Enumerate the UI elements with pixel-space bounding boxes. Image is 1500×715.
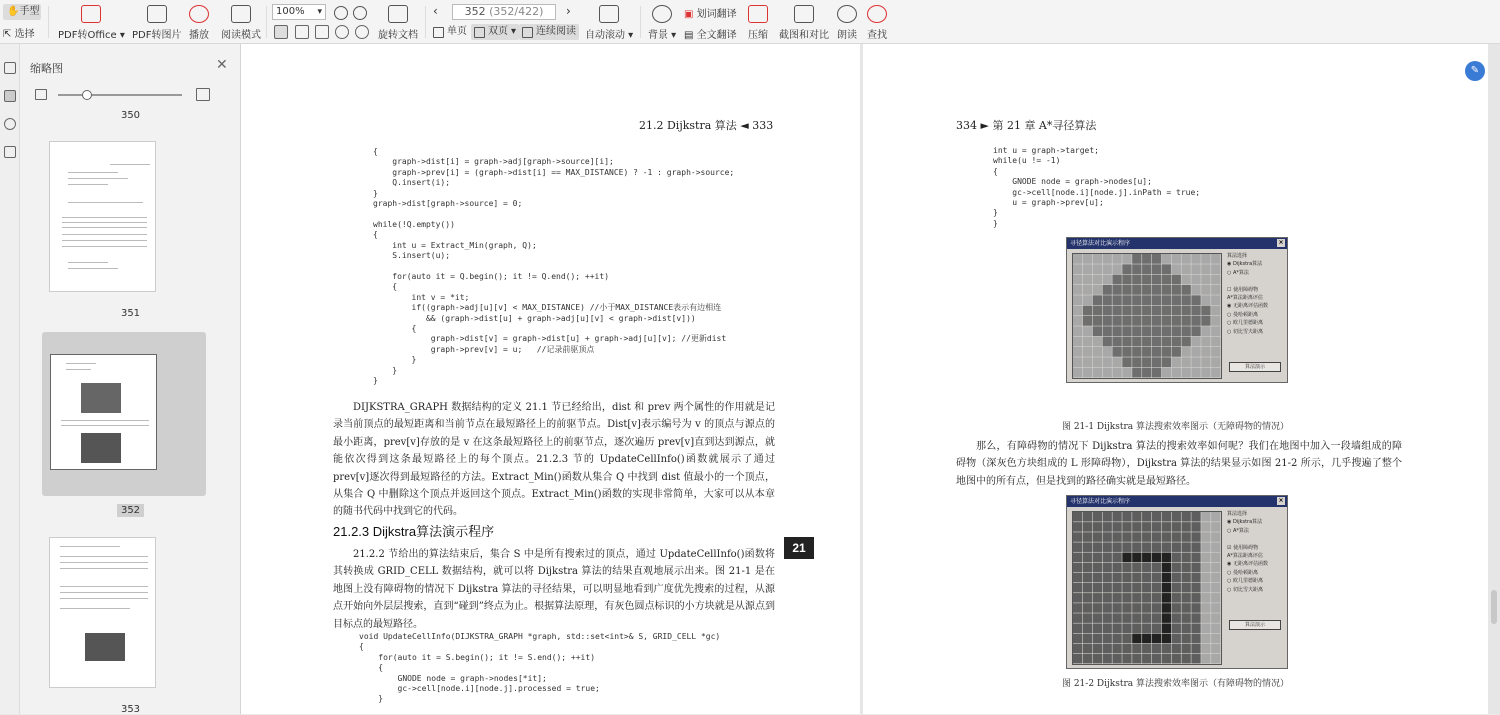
- single-page-button[interactable]: 单页: [430, 24, 470, 40]
- slider-knob[interactable]: [82, 90, 92, 100]
- toolbar-divider: [266, 6, 267, 38]
- rotate-doc-button[interactable]: 旋转文档: [378, 0, 418, 41]
- select-tool-button[interactable]: ⇱ 选择: [3, 29, 35, 40]
- window-close-icon: ×: [1278, 239, 1284, 246]
- full-translate-button[interactable]: ▤ 全文翻译: [684, 30, 737, 41]
- option-line: 算法选择: [1227, 511, 1248, 517]
- running-header: 334 ► 第 21 章 A*寻径算法: [956, 119, 1097, 132]
- background-button[interactable]: 背景 ▾: [648, 0, 676, 41]
- moon-icon: [652, 5, 672, 23]
- toolbar-divider: [48, 6, 49, 38]
- zoom-select[interactable]: 100% ▾: [272, 4, 326, 20]
- bookmark-icon[interactable]: [4, 62, 16, 74]
- body-paragraph: 那么，有障碍物的情况下 Dijkstra 算法的搜索效率如何呢？我们在地图中加入一段墙组成的障碍物（深灰色方块组成的 L 形障碍物），Dijkstra 算法的结果显示如图 21-2 所示，几乎搜遍了整个地图中的所有点，但是找到的路径确实就是最短路径。: [956, 441, 1402, 487]
- zoom-in-icon[interactable]: [353, 6, 367, 20]
- word-translate-button[interactable]: ▣ 划词翻译: [684, 9, 737, 20]
- thumbnail-panel: [20, 44, 241, 714]
- search-button[interactable]: 查找: [867, 0, 887, 41]
- cursor-icon: ⇱: [3, 29, 12, 40]
- prev-page-icon[interactable]: ‹: [433, 4, 438, 18]
- code-block: int u = graph->target; while(u != -1) { GNODE node = graph->nodes[u]; gc->cell[node.i][node.j].inPath = true; u = graph->prev[u]; } }: [993, 146, 1201, 228]
- option-line: ◉ Dijkstra算法: [1227, 519, 1263, 526]
- option-line: ○ 欧几里德距离: [1227, 320, 1263, 327]
- body-paragraph: 21.2.2 节给出的算法结束后，集合 S 中是所有搜索过的顶点，通过 UpdateCellInfo()函数将其转换成 GRID_CELL 数据结构，就可以将 Dijkstra 算法的结果直观地展示出来。图 21-1 是在地图上没有障碍物的情况下 Dijkstra 算法的寻径结果，可以明显地看到广度优先搜索的过程，从源点开始向外层层搜索，直到“碰到”终点为止。根据算法原理，有灰色圆点标识的小方块就是从源点到目标点的最短路径。: [333, 549, 775, 630]
- option-line: A*算法距离评估: [1227, 553, 1263, 560]
- side-tab-strip: [0, 44, 20, 714]
- option-line: ◉ 无距离评估函数: [1227, 303, 1268, 310]
- double-page-icon: [474, 27, 485, 38]
- option-line: ○ 曼哈顿距离: [1227, 569, 1258, 576]
- pdf-to-image-button[interactable]: PDF转图片: [132, 0, 181, 41]
- attachment-icon[interactable]: [4, 118, 16, 130]
- option-line: ◉ Dijkstra算法: [1227, 261, 1263, 268]
- option-line: ○ 切比雪夫距离: [1227, 586, 1263, 593]
- main-toolbar: [0, 0, 1500, 44]
- page-333: [241, 44, 860, 714]
- body-paragraph: DIJKSTRA_GRAPH 数据结构的定义 21.1 节已经给出，dist 和 prev 两个属性的作用就是记录当前顶点的最短距离和当前节点在最短路径上的前驱节点。Dist[v]表示编号为 v 的顶点与源点的最小距离，prev[v]存放的是 v 在这条最短路径上的前驱节点，逐次遍历 prev[v]直到达到源点，就能依次得到这条最短路径上的每个顶点。21.2.3 节的 UpdateCellInfo()函数就展示了通过 prev[v]逐次得到最短路径的方法。Extract_Min()函数从集合 Q 中找到 dist 值最小的一个顶点，从集合 Q 中删除这个顶点并返回这个顶点。Extract_Min()函数的实现非常简单，大家可以从本章的随书代码中找到它的代码。: [333, 402, 775, 518]
- play-icon: [189, 5, 209, 23]
- window-close-icon: ×: [1278, 497, 1284, 504]
- figure-21-2-screenshot: [1066, 495, 1288, 669]
- pathfinding-grid: [1072, 253, 1222, 379]
- speaker-icon: [837, 5, 857, 23]
- toolbar-divider: [640, 6, 641, 38]
- thumbnail-label: 352: [20, 505, 241, 516]
- rotate-right-icon[interactable]: [355, 25, 369, 39]
- pdf-to-office-button[interactable]: PDF转Office ▾: [58, 0, 125, 41]
- chapter-tab: 21: [784, 537, 814, 559]
- thumbnail-label: 350: [120, 110, 141, 121]
- search-icon: [867, 5, 887, 23]
- document-viewer[interactable]: [241, 44, 1500, 714]
- pathfinding-grid: [1072, 511, 1222, 665]
- layers-icon[interactable]: [4, 146, 16, 158]
- running-header: 21.2 Dijkstra 算法 ◄ 333: [639, 119, 774, 132]
- window-titlebar: 寻径算法对比演示程序 ×: [1067, 496, 1287, 507]
- continuous-read-button[interactable]: 连续阅读: [519, 24, 579, 40]
- option-line: ☐ 使用障碍物: [1227, 286, 1259, 293]
- close-icon[interactable]: ✕: [216, 57, 228, 73]
- translate-icon: ▣: [684, 9, 694, 20]
- code-block: { graph->dist[i] = graph->adj[graph->source][i]; graph->prev[i] = (graph->dist[i] == MAX_DISTANCE) ? -1 : graph->source; Q.insert(i); } graph->dist[graph->source] = 0; while(!Q.empty()) { int u = Extract_Min(graph, Q); S.insert(u); for(auto it = Q.begin(); it != Q.end(); ++it) { int v = *it; if((graph->adj[u][v] < MAX_DISTANCE) //小于MAX_DISTANCE表示有边相连 && (graph->dist[u] + graph->adj[u][v] < graph->dist[v])) { graph->dist[v] = graph->dist[u] + graph->adj[u][v]; //更新dist graph->prev[v] = u; //记录前驱顶点 } } }: [373, 147, 735, 385]
- screenshot-icon: [794, 5, 814, 23]
- image-icon: [147, 5, 167, 23]
- section-heading: 21.2.3 Dijkstra算法演示程序: [333, 524, 495, 539]
- option-line: A*算法距离评估: [1227, 295, 1263, 302]
- thumbnail-353[interactable]: [42, 530, 206, 695]
- demo-button: 算法演示: [1229, 362, 1281, 372]
- option-line: [1227, 277, 1285, 285]
- continuous-icon: [522, 27, 533, 38]
- thumbnail-page-image: [49, 537, 156, 688]
- fit-width-icon[interactable]: [295, 25, 309, 39]
- auto-scroll-icon: [599, 5, 619, 23]
- zoom-out-icon[interactable]: [334, 6, 348, 20]
- compress-button[interactable]: 压缩: [748, 0, 768, 41]
- options-panel: [1227, 252, 1285, 336]
- hand-icon: ✋: [7, 6, 20, 17]
- thumbnail-label: 351: [120, 308, 141, 319]
- scrollbar-thumb[interactable]: [1491, 590, 1497, 624]
- thumbnail-page-image: [49, 141, 156, 292]
- option-line: ○ A*算法: [1227, 527, 1249, 534]
- toolbar-divider: [425, 6, 426, 38]
- option-line: [1227, 535, 1285, 543]
- figure-caption: 图 21-2 Dijkstra 算法搜索效率图示（有障碍物的情况）: [1061, 679, 1290, 689]
- option-line: ☑ 使用障碍物: [1227, 544, 1259, 551]
- option-line: ○ 曼哈顿距离: [1227, 311, 1258, 318]
- thumbnail-icon[interactable]: [4, 90, 16, 102]
- double-page-button[interactable]: 双页 ▾: [471, 24, 519, 40]
- compress-icon: [748, 5, 768, 23]
- option-line: 算法选择: [1227, 253, 1248, 259]
- screenshot-compare-button[interactable]: 截图和对比: [779, 0, 829, 41]
- thumbnail-351[interactable]: [42, 134, 206, 299]
- window-titlebar: 寻径算法对比演示程序 ×: [1067, 238, 1287, 249]
- auto-scroll-button[interactable]: 自动滚动 ▾: [585, 0, 633, 41]
- next-page-icon[interactable]: ›: [566, 4, 571, 18]
- options-panel: [1227, 510, 1285, 594]
- hand-tool-button[interactable]: ✋手型: [3, 4, 41, 20]
- thumbnail-352[interactable]: [42, 332, 206, 496]
- demo-button: 算法演示: [1229, 620, 1281, 630]
- figure-21-1-screenshot: [1066, 237, 1288, 383]
- thumbnail-page-image: [50, 354, 157, 470]
- book-icon: [231, 5, 251, 23]
- single-page-icon: [433, 27, 444, 38]
- page-334: [863, 44, 1488, 714]
- assistant-icon[interactable]: ✎: [1465, 61, 1485, 81]
- figure-caption: 图 21-1 Dijkstra 算法搜索效率图示（无障碍物的情况）: [1061, 422, 1290, 432]
- thumbnail-panel-title: 缩略图: [30, 62, 63, 75]
- option-line: ◉ 无距离评估函数: [1227, 561, 1268, 568]
- thumbnail-label: 353: [120, 704, 141, 715]
- play-button[interactable]: 播放: [189, 0, 209, 41]
- small-image-icon: [35, 89, 47, 100]
- pdf-office-icon: [81, 5, 101, 23]
- option-line: ○ 切比雪夫距离: [1227, 328, 1263, 335]
- rotate-left-icon[interactable]: [335, 25, 349, 39]
- actual-size-icon[interactable]: [315, 25, 329, 39]
- read-aloud-button[interactable]: 朗读: [837, 0, 857, 41]
- large-image-icon: [196, 88, 210, 101]
- option-line: ○ A*算法: [1227, 269, 1249, 276]
- rotate-doc-icon: [388, 5, 408, 23]
- code-block: void UpdateCellInfo(DIJKSTRA_GRAPH *graph, std::set<int>& S, GRID_CELL *gc) { for(auto it = S.begin(); it != S.end(); ++it) { GNODE node = graph->nodes[*it]; gc->cell[node.i][node.j].processed = true; }: [359, 632, 721, 704]
- read-mode-button[interactable]: 阅读模式: [221, 0, 261, 41]
- doc-translate-icon: ▤: [684, 30, 694, 41]
- thumbnail-size-slider[interactable]: [58, 94, 182, 96]
- fit-page-icon[interactable]: [274, 25, 288, 39]
- page-number-input[interactable]: 352 (352/422): [452, 4, 556, 20]
- option-line: ○ 欧几里德距离: [1227, 578, 1263, 585]
